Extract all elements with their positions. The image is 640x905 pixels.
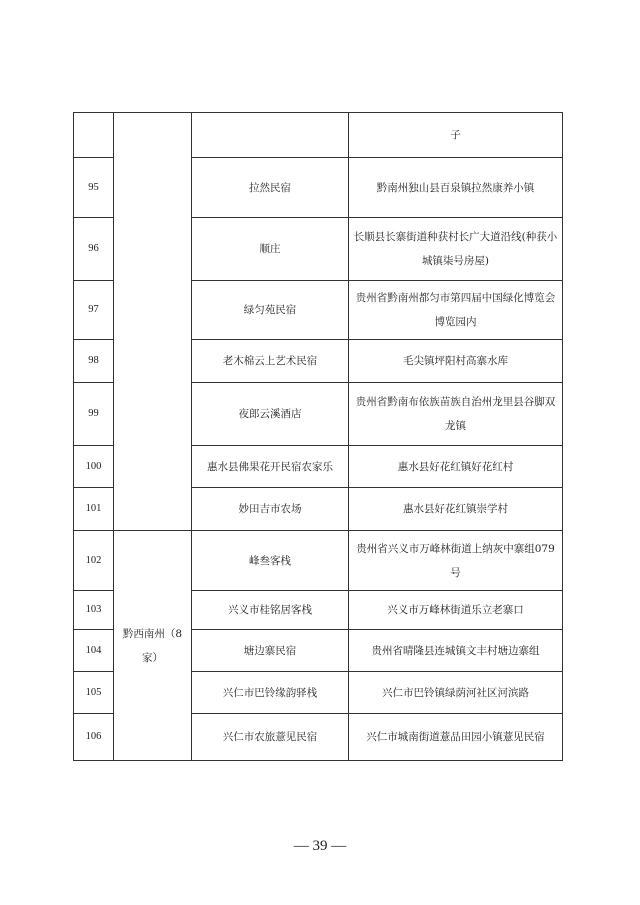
homestay-address: 黔南州独山县百泉镇拉然康养小镇 [349,158,563,218]
homestay-name: 夜郎云溪酒店 [192,383,349,446]
homestay-name: 拉然民宿 [192,158,349,218]
homestay-address: 长顺县长寨街道种获村长广大道沿线(种获小城镇柒号房屋) [349,218,563,281]
homestay-address: 贵州省黔南布依族苗族自治州龙里县谷脚双龙镇 [349,383,563,446]
homestay-address: 贵州省黔南州都匀市第四届中国绿化博览会博览园内 [349,281,563,340]
table-row [74,531,563,591]
row-number: 103 [74,591,114,630]
row-number: 96 [74,218,114,281]
homestay-name: 老木棉云上艺术民宿 [192,340,349,383]
homestay-name: 兴仁市农旅薏见民宿 [192,714,349,761]
homestay-address: 兴义市万峰林街道乐立老寨口 [349,591,563,630]
homestay-table [73,112,563,761]
homestay-name: 塘边寨民宿 [192,630,349,672]
row-number: 98 [74,340,114,383]
row-number: 99 [74,383,114,446]
row-number: 101 [74,488,114,531]
homestay-name: 惠水县佛果花开民宿农家乐 [192,446,349,488]
homestay-address: 毛尖镇坪阳村高寨水库 [349,340,563,383]
row-number [74,113,114,158]
homestay-name: 妙田吉市农场 [192,488,349,531]
homestay-address: 贵州省兴义市万峰林街道上纳灰中寨组079号 [349,531,563,591]
homestay-address: 贵州省晴隆县连城镇文丰村塘边寨组 [349,630,563,672]
homestay-address: 惠水县好花红镇好花红村 [349,446,563,488]
homestay-name [192,113,349,158]
region-cell: 黔西南州（8家） [114,531,192,761]
page-number: — 39 — [293,838,347,854]
row-number: 100 [74,446,114,488]
homestay-name: 峰叁客栈 [192,531,349,591]
homestay-name: 兴仁市巴铃缘韵驿栈 [192,672,349,714]
homestay-address: 兴仁市城南街道薏品田园小镇薏见民宿 [349,714,563,761]
row-number: 104 [74,630,114,672]
homestay-address: 子 [349,113,563,158]
homestay-name: 绿匀苑民宿 [192,281,349,340]
homestay-name: 兴义市桂铭居客栈 [192,591,349,630]
homestay-address: 兴仁市巴铃镇绿荫河社区河滨路 [349,672,563,714]
table-row [74,113,563,158]
row-number: 106 [74,714,114,761]
row-number: 95 [74,158,114,218]
row-number: 97 [74,281,114,340]
row-number: 105 [74,672,114,714]
region-cell [114,113,192,531]
row-number: 102 [74,531,114,591]
homestay-address: 惠水县好花红镇崇学村 [349,488,563,531]
homestay-name: 顺庄 [192,218,349,281]
